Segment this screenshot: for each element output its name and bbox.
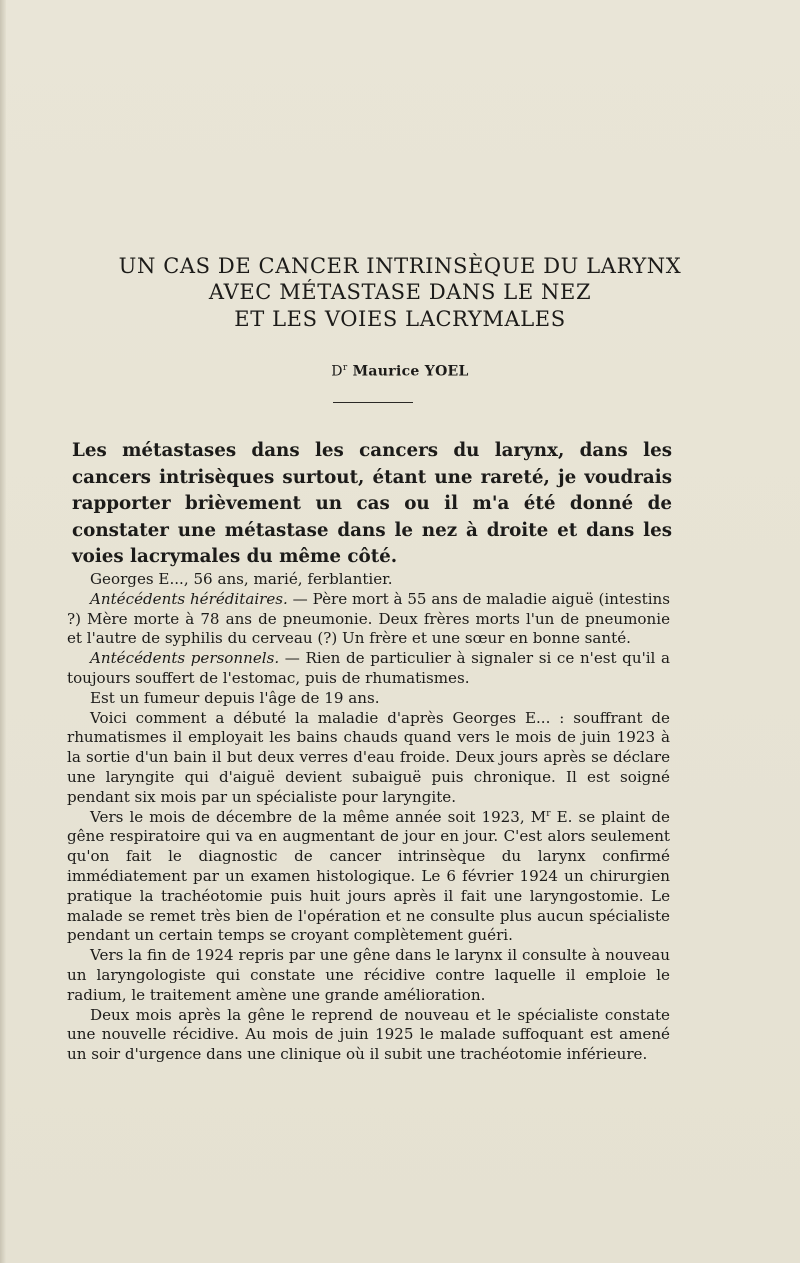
author-line — [0, 363, 800, 380]
intro-paragraph-block — [72, 438, 672, 571]
paragraph-diagnosis — [67, 808, 670, 947]
author-prefix: D — [331, 363, 343, 380]
title-line-2: AVEC MÉTASTASE DANS LE NEZ — [208, 280, 592, 304]
paragraph-patient: Georges E..., 56 ans, marié, ferblantier. — [90, 570, 393, 588]
title-line-3: ET LES VOIES LACRYMALES — [234, 307, 566, 331]
page-edge-shadow — [0, 0, 6, 1263]
intro-paragraph: Les métastases dans les cancers du larynx, dans les cancers intrisèques surtout, étant une rareté, je voudrais rapporter brièvement un cas ou il m'a été donné de constater une métastase dans le nez à droite et dans les voies lacrymales du même côté. — [72, 440, 672, 567]
author-name: Maurice YOEL — [352, 363, 469, 380]
text-personal: — Rien de particulier à signaler si ce n'est qu'il a toujours souffert de l'estomac, puis de rhumatismes. — [67, 649, 670, 687]
author-prefix-superscript: r — [342, 363, 348, 373]
paragraph-recurrence-1: Vers la fin de 1924 repris par une gêne dans le larynx il consulte à nouveau un laryngologiste qui constate une récidive contre laquelle il emploie le radium, le traitement amène une grande amélioration. — [67, 946, 670, 1004]
text-diagnosis-a: Vers le mois de décembre de la même année soit 1923, M — [90, 807, 547, 826]
title-line-1: UN CAS DE CANCER INTRINSÈQUE DU LARYNX — [118, 254, 682, 278]
text-diagnosis-sup: r — [546, 808, 551, 819]
label-hereditary: Antécédents héréditaires. — [90, 589, 288, 608]
paragraph-onset: Voici comment a débuté la maladie d'après Georges E... : souffrant de rhumatismes il employait les bains chauds quand vers le mois de juin 1923 à la sortie d'un bain il but deux verres d'eau froide. Deux jours après se déclare une laryngite qui d'aiguë devient subaiguë puis chronique. Il est soigné pendant six mois par un spécialiste pour laryngite. — [67, 708, 670, 806]
paragraph-hereditary — [67, 590, 670, 649]
body-text — [67, 570, 670, 1065]
text-diagnosis-b: E. se plaint de gêne respiratoire qui va en augmentant de jour en jour. C'est alors seulement qu'on fait le diagnostic de cancer intrinsèque du larynx confirmé immédiatement par un examen histologique. Le 6 février 1924 un chirurgien pratique la trachéotomie puis huit jours après il fait une laryngostomie. Le malade se remet très bien de l'opération et ne consulte plus aucun spécialiste pendant un certain temps se croyant complètement guéri. — [67, 807, 670, 945]
divider-rule — [333, 402, 413, 403]
paragraph-recurrence-2: Deux mois après la gêne le reprend de nouveau et le spécialiste constate une nouvelle récidive. Au mois de juin 1925 le malade suffoquant est amené un soir d'urgence dans une clinique où il subit une trachéotomie inférieure. — [67, 1005, 670, 1064]
text-hereditary: — Père mort à 55 ans de maladie aiguë (intestins ?) Mère morte à 78 ans de pneumonie. Deux frères morts l'un de pneumonie et l'autre de syphilis du cerveau (?) Un frère et une sœur en bonne santé. — [67, 589, 670, 648]
label-personal: Antécédents personnels. — [90, 649, 280, 668]
paragraph-smoker: Est un fumeur depuis l'âge de 19 ans. — [90, 688, 380, 707]
paragraph-personal — [67, 649, 670, 689]
